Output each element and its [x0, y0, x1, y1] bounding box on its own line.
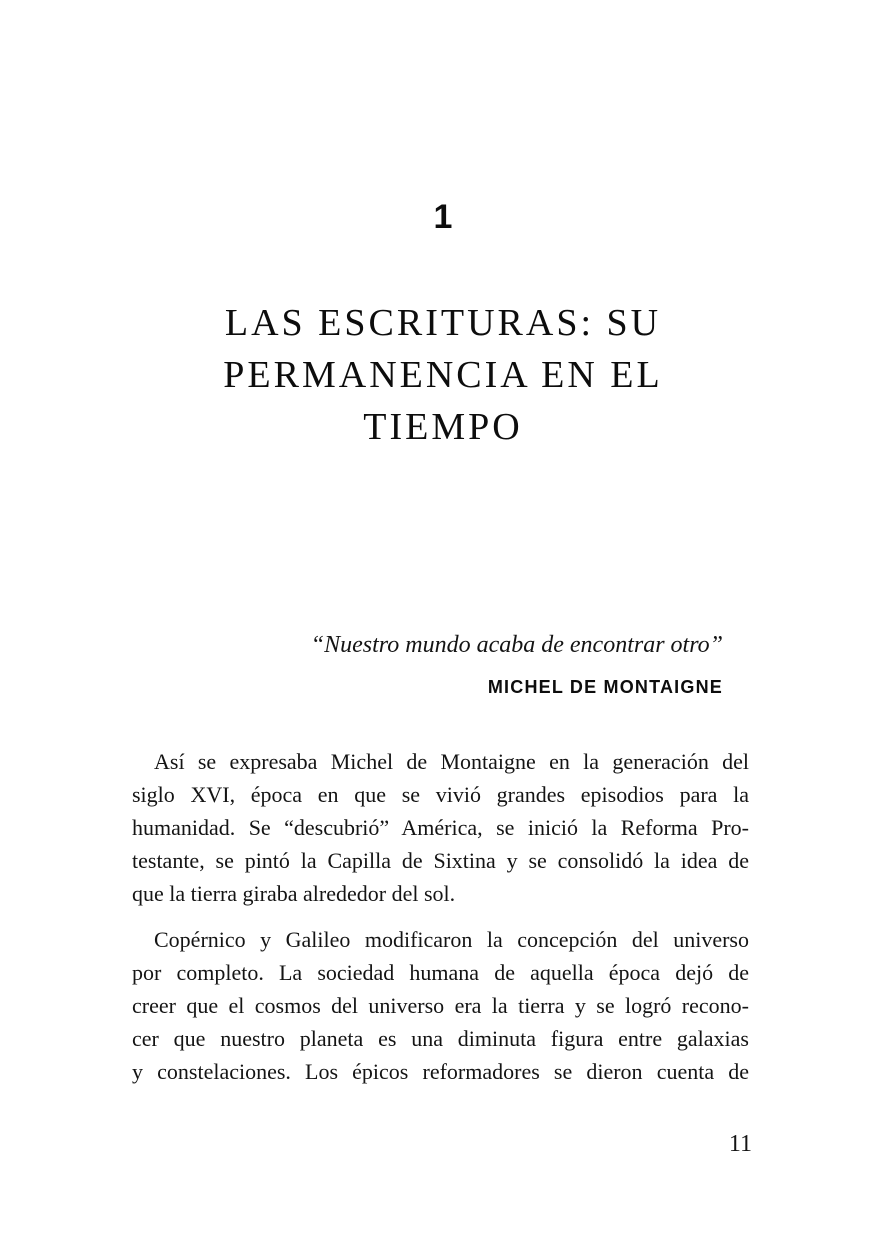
body-text	[132, 745, 749, 1088]
page-number: 11	[728, 1131, 752, 1157]
chapter-title-line: TIEMPO	[363, 406, 523, 448]
text-line: y constelaciones. Los épicos reformadores se dieron cuenta de	[132, 1059, 749, 1084]
paragraph	[132, 923, 749, 1088]
epigraph-quote: “Nuestro mundo acaba de encontrar otro”	[310, 632, 723, 658]
text-line: que la tierra giraba alrededor del sol.	[132, 881, 456, 906]
paragraph	[132, 745, 749, 910]
chapter-title-line: PERMANENCIA EN EL	[223, 354, 663, 396]
text-line: testante, se pintó la Capilla de Sixtina y se consolidó la idea de	[132, 848, 749, 873]
chapter-title	[60, 297, 826, 453]
text-line: cer que nuestro planeta es una diminuta figura entre galaxias	[132, 1026, 749, 1051]
text-line: por completo. La sociedad humana de aquella época dejó de	[132, 960, 749, 985]
text-line: humanidad. Se “descubrió” América, se inició la Reforma Pro-	[132, 815, 749, 840]
epigraph-attribution: MICHEL DE MONTAIGNE	[487, 677, 723, 697]
text-line: Copérnico y Galileo modificaron la concepción del universo	[154, 927, 749, 952]
chapter-number: 1	[433, 198, 453, 236]
text-line: siglo XVI, época en que se vivió grandes episodios para la	[132, 782, 749, 807]
text-line: Así se expresaba Michel de Montaigne en la generación del	[154, 749, 749, 774]
chapter-title-line: LAS ESCRITURAS: SU	[224, 302, 662, 344]
text-line: creer que el cosmos del universo era la tierra y se logró recono-	[132, 993, 749, 1018]
epigraph	[132, 630, 723, 698]
